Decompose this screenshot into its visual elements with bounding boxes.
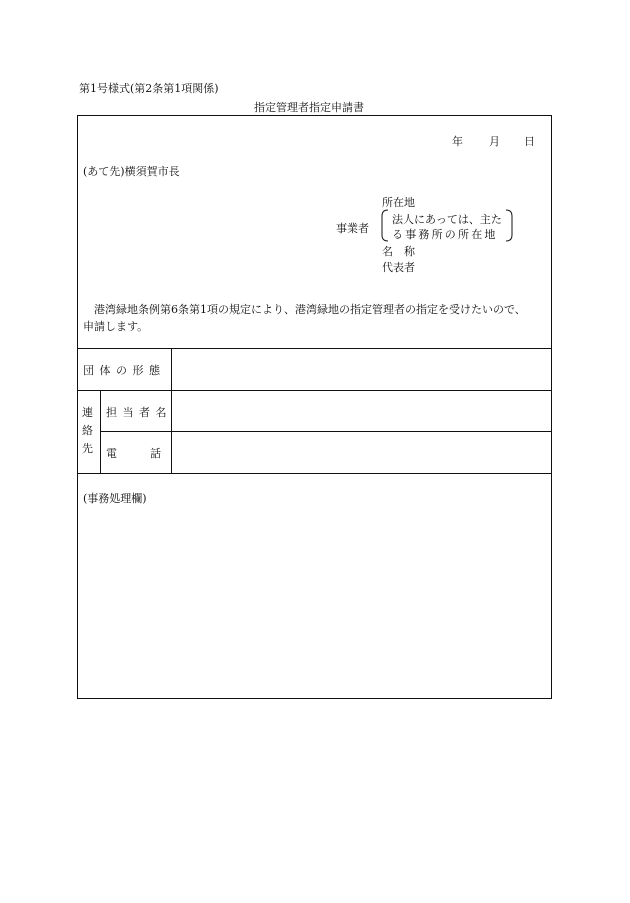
date-year-label: 年 [452, 135, 463, 148]
person-in-charge-label: 担 当 者 名 [106, 406, 168, 419]
page-title: 指定管理者指定申請書 [254, 101, 364, 114]
person-in-charge-field[interactable] [173, 392, 550, 430]
date-day-label: 日 [524, 135, 535, 148]
office-use-area [79, 508, 550, 696]
address-note-line2: る事務所の所在地 [392, 228, 498, 241]
contact-group-char-1: 連 [82, 406, 93, 419]
request-text-line2: 申請します。 [83, 320, 149, 333]
contact-group-char-2: 絡 [82, 424, 93, 437]
org-type-field[interactable] [173, 350, 550, 389]
request-text-line1: 港湾緑地条例第6条第1項の規定により、港湾緑地の指定管理者の指定を受けたいので、 [83, 303, 526, 316]
address-label: 所在地 [382, 196, 415, 209]
table-bottom-line [77, 473, 552, 474]
table-top-line [77, 348, 552, 349]
phone-field[interactable] [173, 433, 550, 472]
contact-group-char-3: 先 [82, 442, 93, 455]
business-label: 事業者 [336, 222, 369, 235]
row-divider-2 [100, 431, 552, 432]
addressee: (あて先)横須賀市長 [83, 165, 180, 178]
org-type-label: 団 体 の 形 態 [83, 364, 161, 377]
label-column-divider [171, 348, 172, 473]
right-bracket-icon [505, 209, 513, 242]
name-label: 名 称 [382, 245, 415, 258]
representative-label: 代表者 [382, 261, 415, 274]
left-bracket-icon [381, 209, 389, 242]
address-note-line1: 法人にあっては、主た [392, 213, 502, 226]
contact-group-divider [100, 390, 101, 473]
form-number: 第1号様式(第2条第1項関係) [79, 82, 219, 95]
row-divider-1 [77, 390, 552, 391]
date-month-label: 月 [489, 135, 500, 148]
office-use-label: (事務処理欄) [83, 492, 147, 505]
phone-label: 電 話 [106, 447, 161, 460]
